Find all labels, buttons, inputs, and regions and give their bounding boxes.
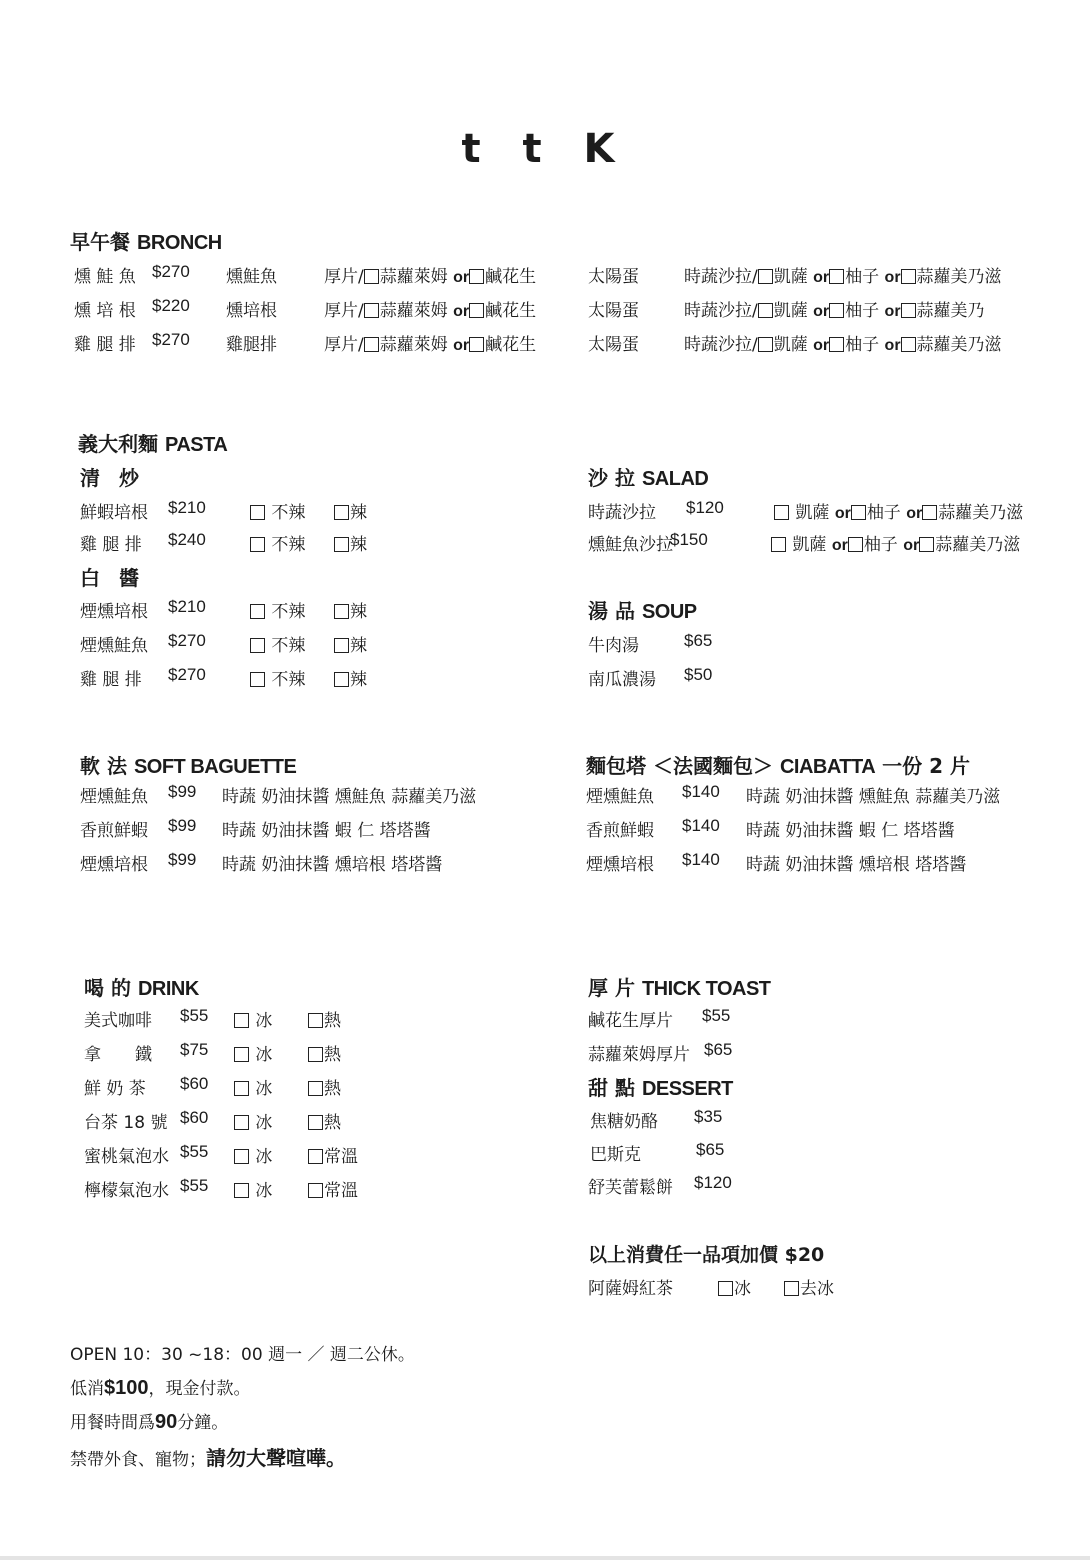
pasta-option-spicy-label: 辣 — [350, 636, 367, 656]
ciabatta-item-price: $140 — [682, 816, 720, 835]
pasta-item-name: 煙燻鮭魚 — [80, 636, 148, 656]
checkbox-icon[interactable] — [901, 337, 916, 352]
ciabatta-item-price: $140 — [682, 850, 720, 869]
dessert-heading-zh: 甜 點 — [588, 1076, 635, 1100]
soup-item-name: 南瓜濃湯 — [588, 670, 656, 690]
or-separator: or — [834, 505, 851, 522]
footer-minimum — [70, 1374, 251, 1400]
option-text: 蒜蘿美乃滋 — [916, 267, 1002, 287]
toast-item-name: 鹹花生厚片 — [588, 1011, 673, 1031]
option-text: 柚子 — [866, 503, 907, 523]
footer-minimum-pre: 低消 — [70, 1379, 104, 1399]
ciabatta-heading-tail: 一份 2 片 — [882, 754, 970, 778]
checkbox-icon[interactable] — [364, 303, 379, 318]
brunch-item-name: 燻 鮭 魚 — [74, 267, 136, 287]
footer-time-amount: 90 — [155, 1411, 178, 1433]
option-text: 厚片/ — [324, 267, 364, 287]
footer-hours: OPEN 10：30 ~18：00 週一 ／ 週二公休。 — [70, 1345, 415, 1365]
brunch-item-main: 雞腿排 — [226, 335, 277, 355]
checkbox-icon[interactable] — [774, 505, 789, 520]
checkbox-icon[interactable] — [829, 303, 844, 318]
or-separator: or — [453, 337, 470, 354]
brunch-toast-spread-options — [324, 330, 536, 355]
pasta-option-mild[interactable] — [250, 631, 305, 656]
footer-minimum-amount: $100 — [104, 1377, 149, 1399]
pasta-item-name: 雞 腿 排 — [80, 535, 142, 555]
option-text: 鹹花生 — [485, 267, 537, 287]
drink-option-hot[interactable] — [308, 1108, 341, 1133]
drink-item-name: 鮮 奶 茶 — [84, 1079, 146, 1099]
checkbox-icon[interactable] — [250, 505, 265, 520]
footer-minimum-post: ，現金付款。 — [148, 1379, 251, 1399]
baguette-item-description: 時蔬 奶油抹醬 燻培根 塔塔醬 — [222, 855, 443, 875]
dessert-item-price: $120 — [694, 1173, 732, 1192]
brunch-heading-en: BRONCH — [136, 232, 222, 254]
drink-option-hot-label: 熱 — [324, 1079, 341, 1099]
addon-heading: 以上消費任一品項加價 $20 — [588, 1244, 825, 1266]
drink-option-iced-label: 冰 — [250, 1147, 273, 1167]
drink-option-hot[interactable] — [308, 1176, 358, 1201]
salad-item-price: $150 — [670, 530, 708, 549]
checkbox-icon[interactable] — [234, 1149, 249, 1164]
checkbox-icon[interactable] — [334, 537, 349, 552]
addon-option-no-ice[interactable] — [784, 1274, 834, 1299]
toast-item-price: $55 — [702, 1006, 731, 1025]
option-text: 凱薩 — [790, 503, 835, 523]
baguette-item-description: 時蔬 奶油抹醬 蝦 仁 塔塔醬 — [222, 821, 431, 841]
option-text: 凱薩 — [773, 335, 814, 355]
drink-option-hot-label: 常溫 — [324, 1181, 358, 1201]
checkbox-icon[interactable] — [308, 1047, 323, 1062]
option-text: 柚子 — [845, 335, 885, 355]
brunch-toast-spread-options — [324, 262, 536, 287]
toast-heading — [588, 972, 771, 1001]
drink-item-price: $60 — [180, 1108, 209, 1127]
salad-dressing-options — [771, 530, 1020, 555]
ciabatta-item-name: 香煎鮮蝦 — [586, 821, 654, 841]
checkbox-icon[interactable] — [469, 269, 484, 284]
drink-item-name: 台茶 18 號 — [84, 1113, 168, 1133]
brunch-item-egg: 太陽蛋 — [588, 267, 639, 287]
addon-option-ice-label: 冰 — [734, 1279, 751, 1299]
option-text: 凱薩 — [773, 301, 814, 321]
soup-heading — [588, 595, 697, 624]
drink-heading-zh: 喝 的 — [84, 976, 131, 1000]
salad-heading — [588, 462, 708, 491]
option-text: 凱薩 — [787, 535, 832, 555]
option-text: 厚片/ — [324, 301, 364, 321]
pasta-option-mild[interactable] — [250, 530, 305, 555]
drink-option-hot-label: 熱 — [324, 1045, 341, 1065]
option-text: 蒜蘿美乃滋 — [916, 335, 1002, 355]
checkbox-icon[interactable] — [758, 269, 773, 284]
dessert-item-name: 巴斯克 — [590, 1145, 641, 1165]
baguette-item-name: 香煎鮮蝦 — [80, 821, 148, 841]
drink-item-price: $60 — [180, 1074, 209, 1093]
drink-item-name: 美式咖啡 — [84, 1011, 152, 1031]
or-separator: or — [453, 269, 470, 286]
soup-item-price: $65 — [684, 631, 713, 650]
drink-option-iced-label: 冰 — [250, 1113, 273, 1133]
or-separator: or — [813, 337, 830, 354]
checkbox-icon[interactable] — [234, 1013, 249, 1028]
pasta-option-spicy-label: 辣 — [350, 503, 367, 523]
brunch-item-price: $270 — [152, 262, 190, 281]
pasta-option-spicy[interactable] — [334, 498, 367, 523]
brunch-heading — [70, 226, 222, 255]
checkbox-icon[interactable] — [718, 1281, 733, 1296]
option-text: 時蔬沙拉/ — [684, 335, 758, 355]
checkbox-icon[interactable] — [364, 269, 379, 284]
checkbox-icon[interactable] — [250, 537, 265, 552]
addon-option-no-ice-label: 去冰 — [800, 1279, 834, 1299]
salad-item-name: 時蔬沙拉 — [588, 503, 656, 523]
checkbox-icon[interactable] — [922, 505, 937, 520]
checkbox-icon[interactable] — [848, 537, 863, 552]
pasta-option-mild[interactable] — [250, 498, 305, 523]
checkbox-icon[interactable] — [334, 638, 349, 653]
addon-item-name: 阿薩姆紅茶 — [588, 1279, 673, 1299]
pasta-option-mild-label: 不辣 — [266, 670, 306, 690]
option-text: 時蔬沙拉/ — [684, 267, 758, 287]
drink-heading-en: DRINK — [137, 978, 199, 1000]
drink-option-hot[interactable] — [308, 1006, 341, 1031]
option-text: 蒜蘿美乃滋 — [938, 503, 1024, 523]
option-text: 柚子 — [845, 301, 885, 321]
drink-option-iced[interactable] — [234, 1176, 272, 1201]
drink-option-hot-label: 常溫 — [324, 1147, 358, 1167]
checkbox-icon[interactable] — [250, 638, 265, 653]
footer-time-limit — [70, 1408, 228, 1434]
drink-item-name: 蜜桃氣泡水 — [84, 1147, 169, 1167]
checkbox-icon[interactable] — [469, 303, 484, 318]
drink-option-iced-label: 冰 — [250, 1045, 273, 1065]
option-text: 鹹花生 — [485, 301, 537, 321]
drink-option-iced-label: 冰 — [250, 1079, 273, 1099]
option-text: 蒜蘿萊姆 — [379, 267, 454, 287]
pasta-item-price: $270 — [168, 665, 206, 684]
dessert-heading — [588, 1072, 733, 1101]
checkbox-icon[interactable] — [234, 1047, 249, 1062]
drink-item-name: 拿 鐵 — [84, 1045, 152, 1065]
checkbox-icon[interactable] — [851, 505, 866, 520]
pasta-item-price: $240 — [168, 530, 206, 549]
checkbox-icon[interactable] — [334, 672, 349, 687]
drink-option-iced-label: 冰 — [250, 1181, 273, 1201]
checkbox-icon[interactable] — [919, 537, 934, 552]
pasta-option-mild-label: 不辣 — [266, 636, 306, 656]
addon-option-ice[interactable] — [718, 1274, 751, 1299]
salad-item-name: 燻鮭魚沙拉 — [588, 535, 673, 555]
checkbox-icon[interactable] — [250, 672, 265, 687]
pasta-item-name: 煙燻培根 — [80, 602, 148, 622]
brunch-item-egg: 太陽蛋 — [588, 301, 639, 321]
baguette-heading-zh: 軟 法 — [80, 754, 127, 778]
pasta-option-spicy[interactable] — [334, 530, 367, 555]
pasta-option-spicy-label: 辣 — [350, 602, 367, 622]
pasta-heading-en: PASTA — [164, 434, 228, 456]
ciabatta-item-name: 煙燻鮭魚 — [586, 787, 654, 807]
pasta-option-mild[interactable] — [250, 665, 305, 690]
footer-time-pre: 用餐時間爲 — [70, 1413, 155, 1433]
or-separator: or — [813, 269, 830, 286]
ciabatta-item-name: 煙燻培根 — [586, 855, 654, 875]
baguette-item-price: $99 — [168, 782, 197, 801]
drink-option-hot[interactable] — [308, 1074, 341, 1099]
salad-dressing-options — [774, 498, 1023, 523]
option-text: 厚片/ — [324, 335, 364, 355]
checkbox-icon[interactable] — [308, 1183, 323, 1198]
ciabatta-item-description: 時蔬 奶油抹醬 燻培根 塔塔醬 — [746, 855, 967, 875]
pasta-item-name: 雞 腿 排 — [80, 670, 142, 690]
page-bottom-edge — [0, 1556, 1090, 1560]
pasta-heading-zh: 義大利麵 — [78, 432, 158, 456]
brunch-item-main: 燻鮭魚 — [226, 267, 277, 287]
ciabatta-heading-en: CIABATTA — [779, 756, 876, 778]
ciabatta-heading-zh: 麵包塔 ＜法國麵包＞ — [586, 754, 773, 778]
checkbox-icon[interactable] — [308, 1013, 323, 1028]
checkbox-icon[interactable] — [901, 269, 916, 284]
baguette-heading-en: SOFT BAGUETTE — [133, 756, 297, 778]
checkbox-icon[interactable] — [469, 337, 484, 352]
drink-option-iced[interactable] — [234, 1142, 272, 1167]
pasta-option-mild-label: 不辣 — [266, 535, 306, 555]
drink-option-iced[interactable] — [234, 1040, 272, 1065]
or-separator: or — [813, 303, 830, 320]
checkbox-icon[interactable] — [771, 537, 786, 552]
pasta-item-name: 鮮蝦培根 — [80, 503, 148, 523]
pasta-item-price: $210 — [168, 498, 206, 517]
brunch-heading-zh: 早午餐 — [70, 230, 130, 254]
or-separator: or — [903, 537, 920, 554]
checkbox-icon[interactable] — [234, 1115, 249, 1130]
dessert-item-name: 焦糖奶酪 — [590, 1112, 658, 1132]
option-text: 柚子 — [845, 267, 885, 287]
pasta-option-spicy-label: 辣 — [350, 535, 367, 555]
soup-item-name: 牛肉湯 — [588, 636, 639, 656]
drink-option-hot[interactable] — [308, 1040, 341, 1065]
brunch-salad-dressing-options — [684, 262, 1002, 287]
or-separator: or — [453, 303, 470, 320]
checkbox-icon[interactable] — [234, 1081, 249, 1096]
dessert-item-price: $35 — [694, 1107, 723, 1126]
drink-option-hot-label: 熱 — [324, 1113, 341, 1133]
checkbox-icon[interactable] — [784, 1281, 799, 1296]
salad-heading-zh: 沙 拉 — [588, 466, 635, 490]
or-separator: or — [831, 537, 848, 554]
checkbox-icon[interactable] — [758, 303, 773, 318]
drink-option-iced[interactable] — [234, 1074, 272, 1099]
menu-title: t t K — [461, 126, 629, 172]
toast-heading-en: THICK TOAST — [641, 978, 771, 1000]
pasta-option-mild-label: 不辣 — [266, 602, 306, 622]
toast-item-name: 蒜蘿萊姆厚片 — [588, 1045, 690, 1065]
baguette-item-price: $99 — [168, 850, 197, 869]
option-text: 蒜蘿美乃 — [916, 301, 985, 321]
drink-item-price: $55 — [180, 1176, 209, 1195]
pasta-option-spicy[interactable] — [334, 597, 367, 622]
pasta-stir-label: 清 炒 — [80, 466, 145, 490]
pasta-option-mild[interactable] — [250, 597, 305, 622]
baguette-item-name: 煙燻培根 — [80, 855, 148, 875]
soup-heading-zh: 湯 品 — [588, 599, 635, 623]
brunch-toast-spread-options — [324, 296, 536, 321]
brunch-item-price: $220 — [152, 296, 190, 315]
ciabatta-heading — [586, 750, 970, 779]
pasta-white-label: 白 醬 — [80, 566, 145, 590]
option-text: 蒜蘿萊姆 — [379, 301, 454, 321]
footer-time-post: 分鐘。 — [177, 1413, 229, 1433]
brunch-salad-dressing-options — [684, 330, 1002, 355]
drink-option-iced-label: 冰 — [250, 1011, 273, 1031]
ciabatta-item-description: 時蔬 奶油抹醬 蝦 仁 塔塔醬 — [746, 821, 955, 841]
checkbox-icon[interactable] — [364, 337, 379, 352]
baguette-heading — [80, 750, 296, 779]
brunch-item-name: 燻 培 根 — [74, 301, 136, 321]
toast-item-price: $65 — [704, 1040, 733, 1059]
brunch-item-main: 燻培根 — [226, 301, 277, 321]
brunch-item-name: 雞 腿 排 — [74, 335, 136, 355]
pasta-option-spicy-label: 辣 — [350, 670, 367, 690]
footer-rules — [70, 1442, 346, 1471]
drink-heading — [84, 972, 199, 1001]
drink-item-price: $55 — [180, 1006, 209, 1025]
pasta-item-price: $210 — [168, 597, 206, 616]
baguette-item-name: 煙燻鮭魚 — [80, 787, 148, 807]
drink-option-iced[interactable] — [234, 1006, 272, 1031]
brunch-item-price: $270 — [152, 330, 190, 349]
pasta-heading — [78, 428, 227, 457]
drink-option-iced[interactable] — [234, 1108, 272, 1133]
pasta-option-spicy[interactable] — [334, 631, 367, 656]
brunch-salad-dressing-options — [684, 296, 985, 321]
drink-item-name: 檸檬氣泡水 — [84, 1181, 169, 1201]
footer-rules-pre: 禁帶外食、寵物； — [70, 1450, 206, 1470]
soup-item-price: $50 — [684, 665, 713, 684]
or-separator: or — [884, 337, 901, 354]
footer-rules-emphasis: 請勿大聲喧嘩。 — [206, 1446, 346, 1470]
option-text: 蒜蘿美乃滋 — [935, 535, 1021, 555]
checkbox-icon[interactable] — [234, 1183, 249, 1198]
baguette-item-price: $99 — [168, 816, 197, 835]
checkbox-icon[interactable] — [308, 1081, 323, 1096]
drink-option-hot-label: 熱 — [324, 1011, 341, 1031]
toast-heading-zh: 厚 片 — [588, 976, 635, 1000]
drink-option-hot[interactable] — [308, 1142, 358, 1167]
drink-item-price: $75 — [180, 1040, 209, 1059]
soup-heading-en: SOUP — [641, 601, 697, 623]
pasta-option-spicy[interactable] — [334, 665, 367, 690]
dessert-item-name: 舒芙蕾鬆餅 — [588, 1178, 673, 1198]
checkbox-icon[interactable] — [901, 303, 916, 318]
option-text: 柚子 — [863, 535, 904, 555]
pasta-option-mild-label: 不辣 — [266, 503, 306, 523]
dessert-item-price: $65 — [696, 1140, 725, 1159]
ciabatta-item-description: 時蔬 奶油抹醬 燻鮭魚 蒜蘿美乃滋 — [746, 787, 1001, 807]
checkbox-icon[interactable] — [758, 337, 773, 352]
brunch-item-egg: 太陽蛋 — [588, 335, 639, 355]
salad-heading-en: SALAD — [641, 468, 709, 490]
option-text: 時蔬沙拉/ — [684, 301, 758, 321]
baguette-item-description: 時蔬 奶油抹醬 燻鮭魚 蒜蘿美乃滋 — [222, 787, 477, 807]
checkbox-icon[interactable] — [250, 604, 265, 619]
checkbox-icon[interactable] — [308, 1115, 323, 1130]
checkbox-icon[interactable] — [334, 505, 349, 520]
option-text: 蒜蘿萊姆 — [379, 335, 454, 355]
dessert-heading-en: DESSERT — [641, 1078, 733, 1100]
salad-item-price: $120 — [686, 498, 724, 517]
pasta-item-price: $270 — [168, 631, 206, 650]
option-text: 凱薩 — [773, 267, 814, 287]
checkbox-icon[interactable] — [829, 269, 844, 284]
or-separator: or — [884, 303, 901, 320]
ciabatta-item-price: $140 — [682, 782, 720, 801]
drink-item-price: $55 — [180, 1142, 209, 1161]
checkbox-icon[interactable] — [829, 337, 844, 352]
option-text: 鹹花生 — [485, 335, 537, 355]
or-separator: or — [906, 505, 923, 522]
checkbox-icon[interactable] — [334, 604, 349, 619]
or-separator: or — [884, 269, 901, 286]
checkbox-icon[interactable] — [308, 1149, 323, 1164]
